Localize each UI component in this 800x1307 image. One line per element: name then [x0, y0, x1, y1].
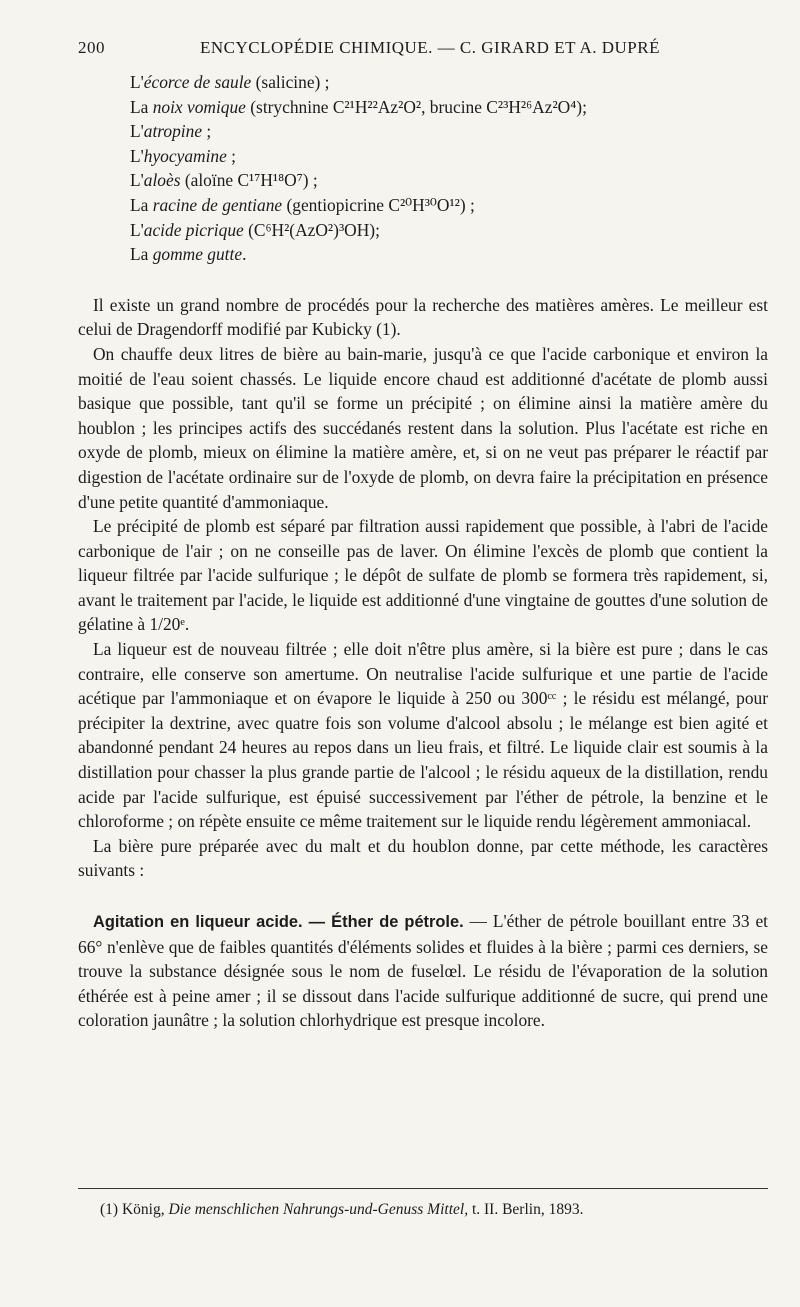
paragraph-characteristics: La bière pure préparée avec du malt et du houblon donne, par cette méthode, les caractères suivants :: [78, 835, 768, 881]
running-title: ENCYCLOPÉDIE CHIMIQUE. — C. GIRARD ET A. DUPRÉ: [200, 38, 660, 57]
page-number: 200: [78, 38, 105, 57]
paragraph-methods-intro: Il existe un grand nombre de procédés pour la recherche des matières amères. Le meilleur est celui de Dragendorff modifié par Kubicky (1).: [78, 294, 768, 340]
footnote-rule: [78, 1188, 768, 1189]
list-item: La gomme gutte.: [130, 244, 247, 265]
list-item: L'hyocyamine ;: [130, 145, 237, 166]
page-header: [78, 38, 768, 60]
list-item: La noix vomique (strychnine C²¹H²²Az²O², brucine C²³H²⁶Az²O⁴);: [130, 96, 587, 117]
list-item: L'aloès (aloïne C¹⁷H¹⁸O⁷) ;: [130, 170, 318, 191]
list-item: L'écorce de saule (salicine) ;: [130, 72, 330, 92]
substance-list: [130, 70, 768, 267]
list-item: L'acide picrique (C⁶H²(AzO²)³OH);: [130, 219, 380, 240]
paragraph-procedure: On chauffe deux litres de bière au bain-marie, jusqu'à ce que l'acide carbonique et environ la moitié de l'eau soient chassés. Le liquide encore chaud est additionné d'acétate de plomb aussi basique que possible, tant qu'il se forme un précipité ; on élimine ainsi la matière amère du houblon ; les principes actifs des succédanés restent dans la solution. Plus l'acétate est riche en oxyde de plomb, mieux on élimine la matière amère, et, si on ne veut pas préparer le réactif par digestion de l'acétate ordinaire sur de l'oxyde de plomb, on devra faire la précipitation en présence d'une petite quantité d'ammoniaque.: [78, 343, 768, 512]
section-heading: Agitation en liqueur acide. — Éther de pétrole.: [93, 913, 464, 931]
list-item: L'atropine ;: [130, 121, 212, 142]
paragraph-acid-agitation: Agitation en liqueur acide. — Éther de pétrole. — L'éther de pétrole bouillant entre 33 et 66° n'enlève que de faibles quantités d'éléments solides et fluides à la bière ; parmi ces derniers, se trouve la substance désignée sous le nom de fuselœl. Le résidu de l'évaporation de la solution éthérée est à peine amer ; il se dissout dans l'acide sulfurique additionné de sucre, qui prend une coloration jaunâtre ; la solution chlorhydrique est presque incolore.: [78, 911, 768, 1031]
paragraph-precipitate: Le précipité de plomb est séparé par filtration aussi rapidement que possible, à l'abri de l'acide carbonique de l'air ; on ne conseille pas de laver. On élimine l'excès de plomb que contient la liqueur filtrée par l'acide sulfurique ; le dépôt de sulfate de plomb se formera très rapidement, si, avant le traitement par l'acide, le liquide est additionné d'une vingtaine de gouttes d'une solution de gélatine à 1/20ᵉ.: [78, 516, 768, 635]
page-body: [78, 70, 768, 1033]
footnote: (1) König, Die menschlichen Nahrungs-und-Genuss Mittel, t. II. Berlin, 1893.: [100, 1201, 584, 1218]
list-item: La racine de gentiane (gentiopicrine C²⁰H³⁰O¹²) ;: [130, 194, 475, 215]
paragraph-filtration: La liqueur est de nouveau filtrée ; elle doit n'être plus amère, si la bière est pure ; dans le cas contraire, elle conserve son amertume. On neutralise l'acide sulfurique et une partie de l'acide acétique par l'ammoniaque et on évapore le liquide à 250 ou 300ᶜᶜ ; le résidu est mélangé, pour précipiter la dextrine, avec quatre fois son volume d'alcool absolu ; le mélange est bien agité et abandonné pendant 24 heures au repos dans un lieu frais, et filtré. Le liquide clair est soumis à la distillation pour chasser la plus grande partie de l'alcool ; le résidu aqueux de la distillation, rendu acide par l'acide sulfurique, est épuisé successivement par l'éther de pétrole, la benzine et le chloroforme ; on répète ensuite ce même traitement sur le liquide rendu légèrement ammoniacal.: [78, 639, 768, 832]
